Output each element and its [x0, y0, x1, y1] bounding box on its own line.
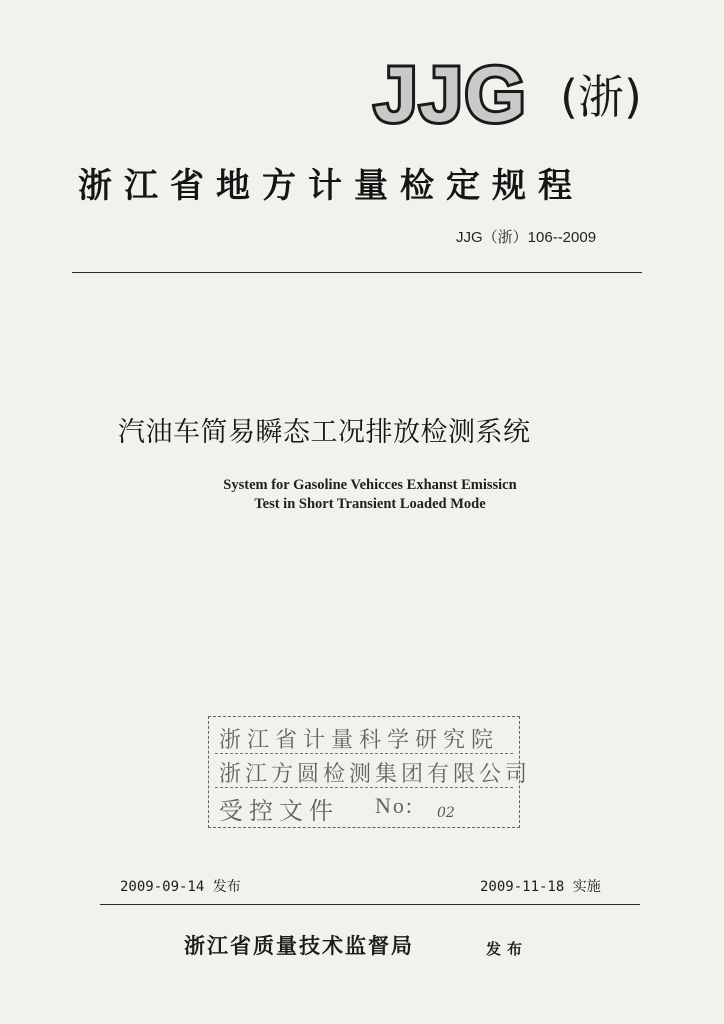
main-title-en [140, 476, 600, 514]
logo-text: JJG [374, 50, 528, 138]
stamp-divider [215, 787, 513, 788]
standard-title: 浙江省地方计量检定规程 [78, 166, 584, 206]
title-en-line2: Test in Short Transient Loaded Mode [254, 496, 486, 512]
stamp-line-3: 受控文件 [219, 797, 339, 825]
jjg-logo [368, 50, 660, 138]
stamp-divider [215, 753, 513, 754]
controlled-document-stamp [208, 716, 532, 828]
bottom-divider [100, 904, 640, 905]
implementation-date: 2009-11-18 实施 [480, 879, 601, 895]
stamp-line-1: 浙江省计量科学研究院 [219, 728, 500, 753]
main-title-cn: 汽油车简易瞬态工况排放检测系统 [118, 417, 531, 448]
issue-date: 2009-09-14 发布 [120, 879, 241, 895]
top-divider [72, 272, 642, 273]
document-number: JJG（浙）106--2009 [456, 229, 597, 246]
logo-suffix: (浙) [560, 70, 642, 124]
publisher: 浙江省质量技术监督局 [184, 933, 414, 958]
publish-word: 发布 [486, 940, 529, 958]
stamp-line-2: 浙江方圆检测集团有限公司 [219, 762, 532, 787]
title-en-line1: System for Gasoline Vehicces Exhanst Emissicn [223, 477, 517, 493]
stamp-number: 02 [437, 805, 455, 821]
stamp-no-label: No: [375, 793, 414, 818]
